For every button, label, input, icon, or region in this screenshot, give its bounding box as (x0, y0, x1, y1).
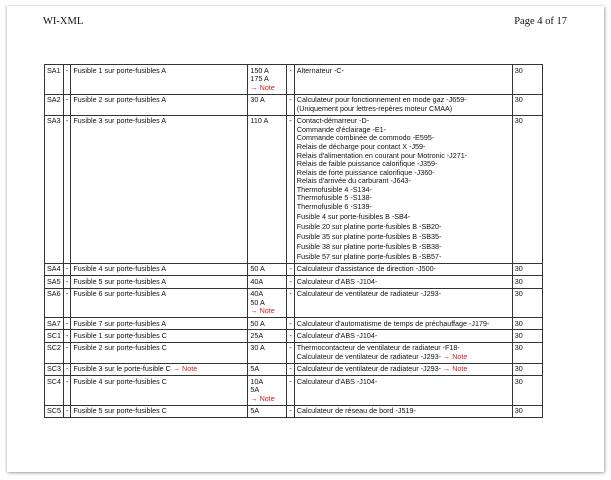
amperage-cell (248, 363, 287, 375)
separator-dash: - (65, 276, 69, 286)
fuse-id: SA6 (47, 289, 61, 299)
separator-dash: - (65, 264, 69, 274)
terminal-number: 30 (514, 264, 523, 274)
fuse-id: SA2 (47, 95, 61, 105)
fuse-description: Fusible 2 sur porte-fusibles A (73, 95, 167, 105)
fuse-description-cell (71, 376, 248, 406)
separator-cell (287, 263, 294, 275)
fuse-description: Fusible 1 sur porte-fusibles C (73, 331, 167, 341)
function-text: Calculateur de ventilateur de radiateur -J293- (296, 289, 442, 299)
fuse-id-cell (45, 94, 64, 115)
function-text: Thermofusible 4 -S134- (296, 184, 372, 194)
separator-cell (287, 363, 294, 375)
separator-cell (63, 376, 70, 406)
fuse-description-cell (71, 288, 248, 318)
table-row (45, 363, 543, 375)
table-row (45, 263, 543, 275)
amperage-line: 40A (250, 289, 264, 299)
fuse-description-cell (71, 115, 248, 263)
terminal-cell (512, 115, 542, 263)
function-text: Fusible 57 sur platine porte-fusibles B -SB57- (296, 251, 442, 261)
separator-dash: - (65, 289, 69, 299)
fuse-description-cell (71, 330, 248, 342)
terminal-number: 30 (514, 364, 523, 374)
separator-dash: - (289, 343, 292, 353)
function-text: Calculateur de ventilateur de radiateur -J293- (296, 364, 442, 374)
function-line (297, 213, 510, 222)
separator-dash: - (65, 376, 69, 386)
separator-cell (287, 330, 294, 342)
function-cell (294, 376, 512, 406)
note-link[interactable]: → Note (172, 364, 198, 374)
function-line (297, 278, 510, 287)
function-text: Commande combinée de commodo -E595- (296, 133, 435, 143)
separator-cell (63, 318, 70, 330)
function-text: Calculateur pour fonctionnement en mode gaz -J659- (296, 95, 467, 105)
separator-cell (63, 405, 70, 417)
separator-dash: - (289, 116, 292, 126)
function-text: Calculateur de réseau de bord -J519- (296, 406, 416, 416)
terminal-cell (512, 65, 542, 95)
terminal-number: 30 (514, 343, 523, 353)
terminal-cell (512, 376, 542, 406)
fuse-id: SC4 (47, 376, 61, 386)
separator-dash: - (65, 406, 69, 416)
separator-dash: - (65, 95, 69, 105)
separator-cell (63, 342, 70, 363)
amperage-cell (248, 65, 287, 95)
terminal-number: 30 (514, 276, 523, 286)
separator-dash: - (289, 331, 292, 341)
function-line (297, 353, 510, 362)
function-line (297, 365, 510, 374)
separator-dash: - (289, 289, 292, 299)
page-number: Page 4 of 17 (514, 16, 567, 27)
fuse-description: Fusible 1 sur porte-fusibles A (73, 65, 167, 75)
terminal-number: 30 (514, 95, 523, 105)
amperage-cell (248, 342, 287, 363)
function-text: Calculateur de ventilateur de radiateur -J293- (296, 352, 442, 362)
terminal-cell (512, 276, 542, 288)
note-link[interactable]: → Note (250, 82, 275, 92)
separator-dash: - (65, 65, 69, 75)
fuse-description-cell (71, 94, 248, 115)
fuse-id: SA7 (47, 318, 61, 328)
function-line (297, 233, 510, 242)
fuse-description-cell (71, 65, 248, 95)
separator-dash: - (289, 276, 292, 286)
amperage-cell (248, 288, 287, 318)
function-text: Calculateur d'ABS -J104- (296, 376, 378, 386)
fuse-id: SC5 (47, 406, 61, 416)
amperage-cell (248, 263, 287, 275)
fuse-description-cell (71, 363, 248, 375)
function-line (297, 378, 510, 387)
amperage-cell (248, 94, 287, 115)
fuse-description: Fusible 6 sur porte-fusibles A (73, 289, 167, 299)
function-cell (294, 115, 512, 263)
function-text: Relais de décharge pour contact X -J59- (296, 141, 426, 151)
table-row (45, 115, 543, 263)
amperage-line: 50 A (250, 318, 265, 328)
separator-cell (63, 263, 70, 275)
amperage-line: 5A (250, 406, 260, 416)
fuse-description: Fusible 5 sur porte-fusibles C (73, 406, 167, 416)
amperage-cell (248, 318, 287, 330)
fuse-id-cell (45, 376, 64, 406)
terminal-number: 30 (514, 65, 523, 75)
function-text: Relais de forte puissance calorifique -J360- (296, 167, 435, 177)
separator-dash: - (65, 364, 69, 374)
separator-dash: - (289, 364, 292, 374)
separator-cell (63, 288, 70, 318)
table-row (45, 342, 543, 363)
amperage-cell (248, 330, 287, 342)
function-cell (294, 276, 512, 288)
fuse-id: SA4 (47, 264, 61, 274)
function-line (297, 105, 510, 114)
fuse-id-cell (45, 288, 64, 318)
function-text: Fusible 20 sur platine porte-fusibles B -SB20- (296, 222, 442, 232)
table-row (45, 376, 543, 406)
separator-dash: - (289, 376, 292, 386)
function-text: Calculateur d'assistance de direction -J500- (296, 264, 437, 274)
terminal-cell (512, 288, 542, 318)
function-text: Calculateur d'ABS -J104- (296, 331, 378, 341)
function-line (297, 407, 510, 416)
function-line (297, 253, 510, 262)
fuse-description: Fusible 5 sur porte-fusibles A (73, 276, 167, 286)
fuse-id-cell (45, 276, 64, 288)
amperage-line: 175 A (250, 74, 269, 84)
amperage-line: 50 A (250, 297, 265, 307)
terminal-cell (512, 318, 542, 330)
function-line (297, 223, 510, 232)
separator-dash: - (65, 331, 69, 341)
function-text: Fusible 38 sur platine porte-fusibles B -SB38- (296, 242, 442, 251)
separator-cell (63, 363, 70, 375)
note-link[interactable]: → Note (250, 306, 275, 316)
table-row (45, 94, 543, 115)
fuse-id: SA5 (47, 276, 61, 286)
fuse-description: Fusible 2 sur porte-fusibles C (73, 343, 167, 353)
document-page (7, 6, 604, 472)
function-text: Relais de faible puissance calorifique -J359- (296, 159, 438, 169)
terminal-cell (512, 363, 542, 375)
table-row (45, 65, 543, 95)
separator-cell (287, 376, 294, 406)
header-title: WI-XML (43, 16, 84, 27)
amperage-line: 150 A (250, 65, 269, 75)
fuse-id-cell (45, 263, 64, 275)
separator-cell (63, 94, 70, 115)
separator-cell (287, 342, 294, 363)
amperage-line: 5A (250, 385, 260, 395)
table-row (45, 318, 543, 330)
table-row (45, 276, 543, 288)
fuse-id: SC2 (47, 343, 61, 353)
fuse-description: Fusible 4 sur porte-fusibles A (73, 264, 167, 274)
fuse-description: Fusible 7 sur porte-fusibles A (73, 318, 167, 328)
fuse-description-cell (71, 318, 248, 330)
amperage-cell (248, 276, 287, 288)
fuse-id: SC3 (47, 364, 61, 374)
function-text: Thermofusible 5 -S138- (296, 193, 372, 203)
function-text: Fusible 4 sur porte-fusibles B -SB4- (296, 212, 411, 222)
terminal-cell (512, 94, 542, 115)
amperage-line: 5A (250, 364, 260, 374)
function-text: Relais d'alimentation en courant pour Motronic -J271- (296, 150, 468, 160)
fuse-id: SA1 (47, 65, 61, 75)
fuse-id-cell (45, 318, 64, 330)
amperage-cell (248, 115, 287, 263)
amperage-line: 25A (250, 331, 264, 341)
function-cell (294, 342, 512, 363)
separator-cell (287, 288, 294, 318)
function-text: (Uniquement pour lettres-repères moteur CMAA) (296, 103, 453, 113)
terminal-cell (512, 405, 542, 417)
fuse-id-cell (45, 115, 64, 263)
fuse-description: Fusible 3 sur le porte-fusible C (73, 364, 171, 374)
function-text: Calculateur d'automatisme de temps de préchauffage -J179- (296, 318, 490, 328)
note-link[interactable]: → Note (443, 352, 468, 362)
terminal-number: 30 (514, 289, 523, 299)
function-line (297, 332, 510, 341)
amperage-line: 30 A (250, 95, 265, 105)
separator-dash: - (289, 95, 292, 105)
separator-cell (287, 115, 294, 263)
function-line (297, 67, 510, 76)
fuse-id-cell (45, 405, 64, 417)
table-row (45, 330, 543, 342)
function-line (297, 290, 510, 299)
function-cell (294, 94, 512, 115)
function-text: Relais d'arrivée du carburant -J643- (296, 176, 411, 186)
fuse-description-cell (71, 342, 248, 363)
amperage-cell (248, 376, 287, 406)
separator-dash: - (65, 116, 69, 126)
separator-cell (63, 115, 70, 263)
function-cell (294, 65, 512, 95)
fuse-description: Fusible 4 sur porte-fusibles C (73, 376, 167, 386)
table-row (45, 288, 543, 318)
amperage-line: 30 A (250, 343, 265, 353)
function-line (297, 203, 510, 212)
separator-cell (63, 330, 70, 342)
function-cell (294, 330, 512, 342)
function-line (297, 265, 510, 274)
note-link[interactable]: → Note (443, 364, 468, 374)
separator-cell (287, 405, 294, 417)
terminal-cell (512, 330, 542, 342)
fuse-description-cell (71, 276, 248, 288)
separator-cell (287, 318, 294, 330)
separator-cell (63, 65, 70, 95)
function-cell (294, 363, 512, 375)
function-line (297, 320, 510, 329)
fuse-description: Fusible 3 sur porte-fusibles A (73, 116, 167, 126)
separator-dash: - (65, 318, 69, 328)
amperage-cell (248, 405, 287, 417)
function-cell (294, 263, 512, 275)
separator-dash: - (289, 406, 292, 416)
amperage-line: 50 A (250, 264, 265, 274)
terminal-number: 30 (514, 331, 523, 341)
separator-cell (287, 65, 294, 95)
terminal-number: 30 (514, 376, 523, 386)
function-cell (294, 405, 512, 417)
fuse-id-cell (45, 65, 64, 95)
function-text: Thermocontacteur de ventilateur de radiateur -F18- (296, 343, 460, 353)
function-text: Fusible 35 sur platine porte-fusibles B -SB35- (296, 232, 442, 242)
function-text: Commande d'éclairage -E1- (296, 124, 387, 134)
fuse-id-cell (45, 363, 64, 375)
separator-cell (287, 276, 294, 288)
terminal-number: 30 (514, 406, 523, 416)
function-line (297, 243, 510, 252)
separator-dash: - (289, 65, 292, 75)
function-text: Alternateur -C- (296, 65, 344, 75)
amperage-line: 40A (250, 276, 264, 286)
separator-cell (63, 276, 70, 288)
fuse-description-cell (71, 263, 248, 275)
separator-dash: - (289, 318, 292, 328)
function-cell (294, 318, 512, 330)
fuse-id-cell (45, 342, 64, 363)
function-cell (294, 288, 512, 318)
fuse-description-cell (71, 405, 248, 417)
function-text: Contact-démarreur -D- (296, 116, 370, 126)
separator-cell (287, 94, 294, 115)
separator-dash: - (65, 343, 69, 353)
function-text: Thermofusible 6 -S139- (296, 202, 372, 212)
terminal-cell (512, 263, 542, 275)
fuse-id-cell (45, 330, 64, 342)
function-text: Calculateur d'ABS -J104- (296, 276, 378, 286)
note-link[interactable]: → Note (250, 393, 275, 403)
fuse-id: SA3 (47, 116, 61, 126)
terminal-cell (512, 342, 542, 363)
table-row (45, 405, 543, 417)
amperage-line: 10A (250, 376, 264, 386)
terminal-number: 30 (514, 318, 523, 328)
fuse-table (44, 64, 543, 418)
amperage-line: 110 A (250, 116, 269, 126)
fuse-id: SC1 (47, 331, 61, 341)
separator-dash: - (289, 264, 292, 274)
terminal-number: 30 (514, 116, 523, 126)
